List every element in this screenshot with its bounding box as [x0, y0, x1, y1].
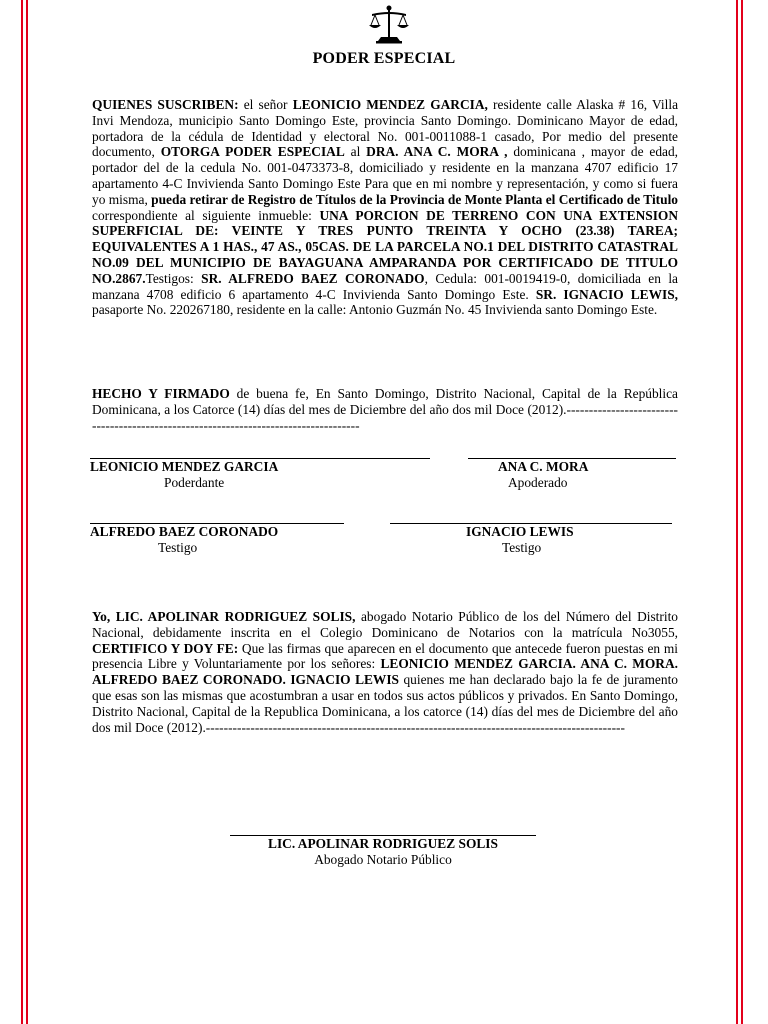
signature-block-apoderado: [468, 458, 676, 491]
left-red-border: [21, 0, 23, 1024]
signer-name: IGNACIO LEWIS: [466, 524, 574, 539]
signer-role: Testigo: [158, 540, 198, 555]
signature-block-testigo-2: [390, 523, 672, 556]
main-paragraph: QUIENES SUSCRIBEN: el señor LEONICIO MENDEZ GARCIA, residente calle Alaska # 16, Villa Invi Mendoza, municipio Santo Domingo Este, provincia Santo Domingo. Dominicano Mayor de edad, portadora de la cédula de Identidad y electoral No. 001-0011088-1 casado, Por medio del presente documento, OTORGA PODER ESPECIAL al DRA. ANA C. MORA , dominicana , mayor de edad, portador del de la cedula No. 001-0473373-8, domiciliado y residente en la manzana 4707 edificio 17 apartamento 4-C Invivienda Santo Domingo Este Para que en mi nombre y representación, y como si fuera yo misma, pueda retirar de Registro de Títulos de la Provincia de Monte Planta el Certificado de Titulo correspondiente al siguiente inmueble: UNA PORCION DE TERRENO CON UNA EXTENSION SUPERFICIAL DE: VEINTE Y TRES PUNTO TREINTA Y OCHO (23.38) TAREA; EQUIVALENTES A 1 HAS., 47 AS., 05CAS. DE LA PARCELA NO.1 DEL DISTRITO CATASTRAL NO.09 DEL MUNICIPIO DE BAYAGUANA AMPARANDA POR CERTIFICADO DE TITULO NO.2867.Testigos: SR. ALFREDO BAEZ CORONADO, Cedula: 001-0019419-0, domiciliada en la manzana 4708 edificio 6 apartamento 4-C Invivienda Santo Domingo Este. SR. IGNACIO LEWIS, pasaporte No. 220267180, residente en la calle: Antonio Guzmán No. 45 Invivienda santo Domingo Este.: [92, 97, 679, 318]
signature-block-testigo-1: [90, 523, 344, 556]
signed-paragraph: HECHO Y FIRMADO de buena fe, En Santo Domingo, Distrito Nacional, Capital de la República Dominicana, a los Catorce (14) días del mes de Diciembre del año dos mil Doce (2012).-------------------------------------------------------------------------------------: [92, 386, 678, 433]
signer-role: Testigo: [502, 540, 542, 555]
scales-of-justice-icon: [368, 4, 410, 44]
right-red-border-inner: [736, 0, 738, 1024]
notary-paragraph: Yo, LIC. APOLINAR RODRIGUEZ SOLIS, abogado Notario Público de los del Número del Distrito Nacional, debidamente inscrita en el Colegio Dominicano de Notarios con la matrícula No3055, CERTIFICO Y DOY FE: Que las firmas que aparecen en el documento que antecede fueron puestas en mi presencia Libre y Voluntariamente por los señores: LEONICIO MENDEZ GARCIA. ANA C. MORA. ALFREDO BAEZ CORONADO. IGNACIO LEWIS quienes me han declarado bajo la fe de juramento que esas son las mismas que acostumbran a usar en todos sus actos públicos y privados. En Santo Domingo, Distrito Nacional, Capital de la Republica Dominicana, a los catorce (14) días del mes de Diciembre del año dos mil Doce (2012).----------------------------------------------------------------------------------------------: [92, 609, 678, 735]
left-red-border-inner: [26, 0, 28, 1024]
right-red-border: [741, 0, 743, 1024]
notary-signature-block: [230, 835, 536, 868]
signer-role: Poderdante: [164, 475, 225, 490]
signer-name: LEONICIO MENDEZ GARCIA: [90, 459, 279, 474]
signer-name: ANA C. MORA: [498, 459, 589, 474]
notary-role: Abogado Notario Público: [314, 852, 452, 867]
document-title: PODER ESPECIAL: [312, 50, 456, 67]
signer-name: ALFREDO BAEZ CORONADO: [90, 524, 279, 539]
signature-block-poderdante: [90, 458, 430, 491]
signer-role: Apoderado: [508, 475, 568, 490]
notary-name: LIC. APOLINAR RODRIGUEZ SOLIS: [268, 836, 498, 851]
